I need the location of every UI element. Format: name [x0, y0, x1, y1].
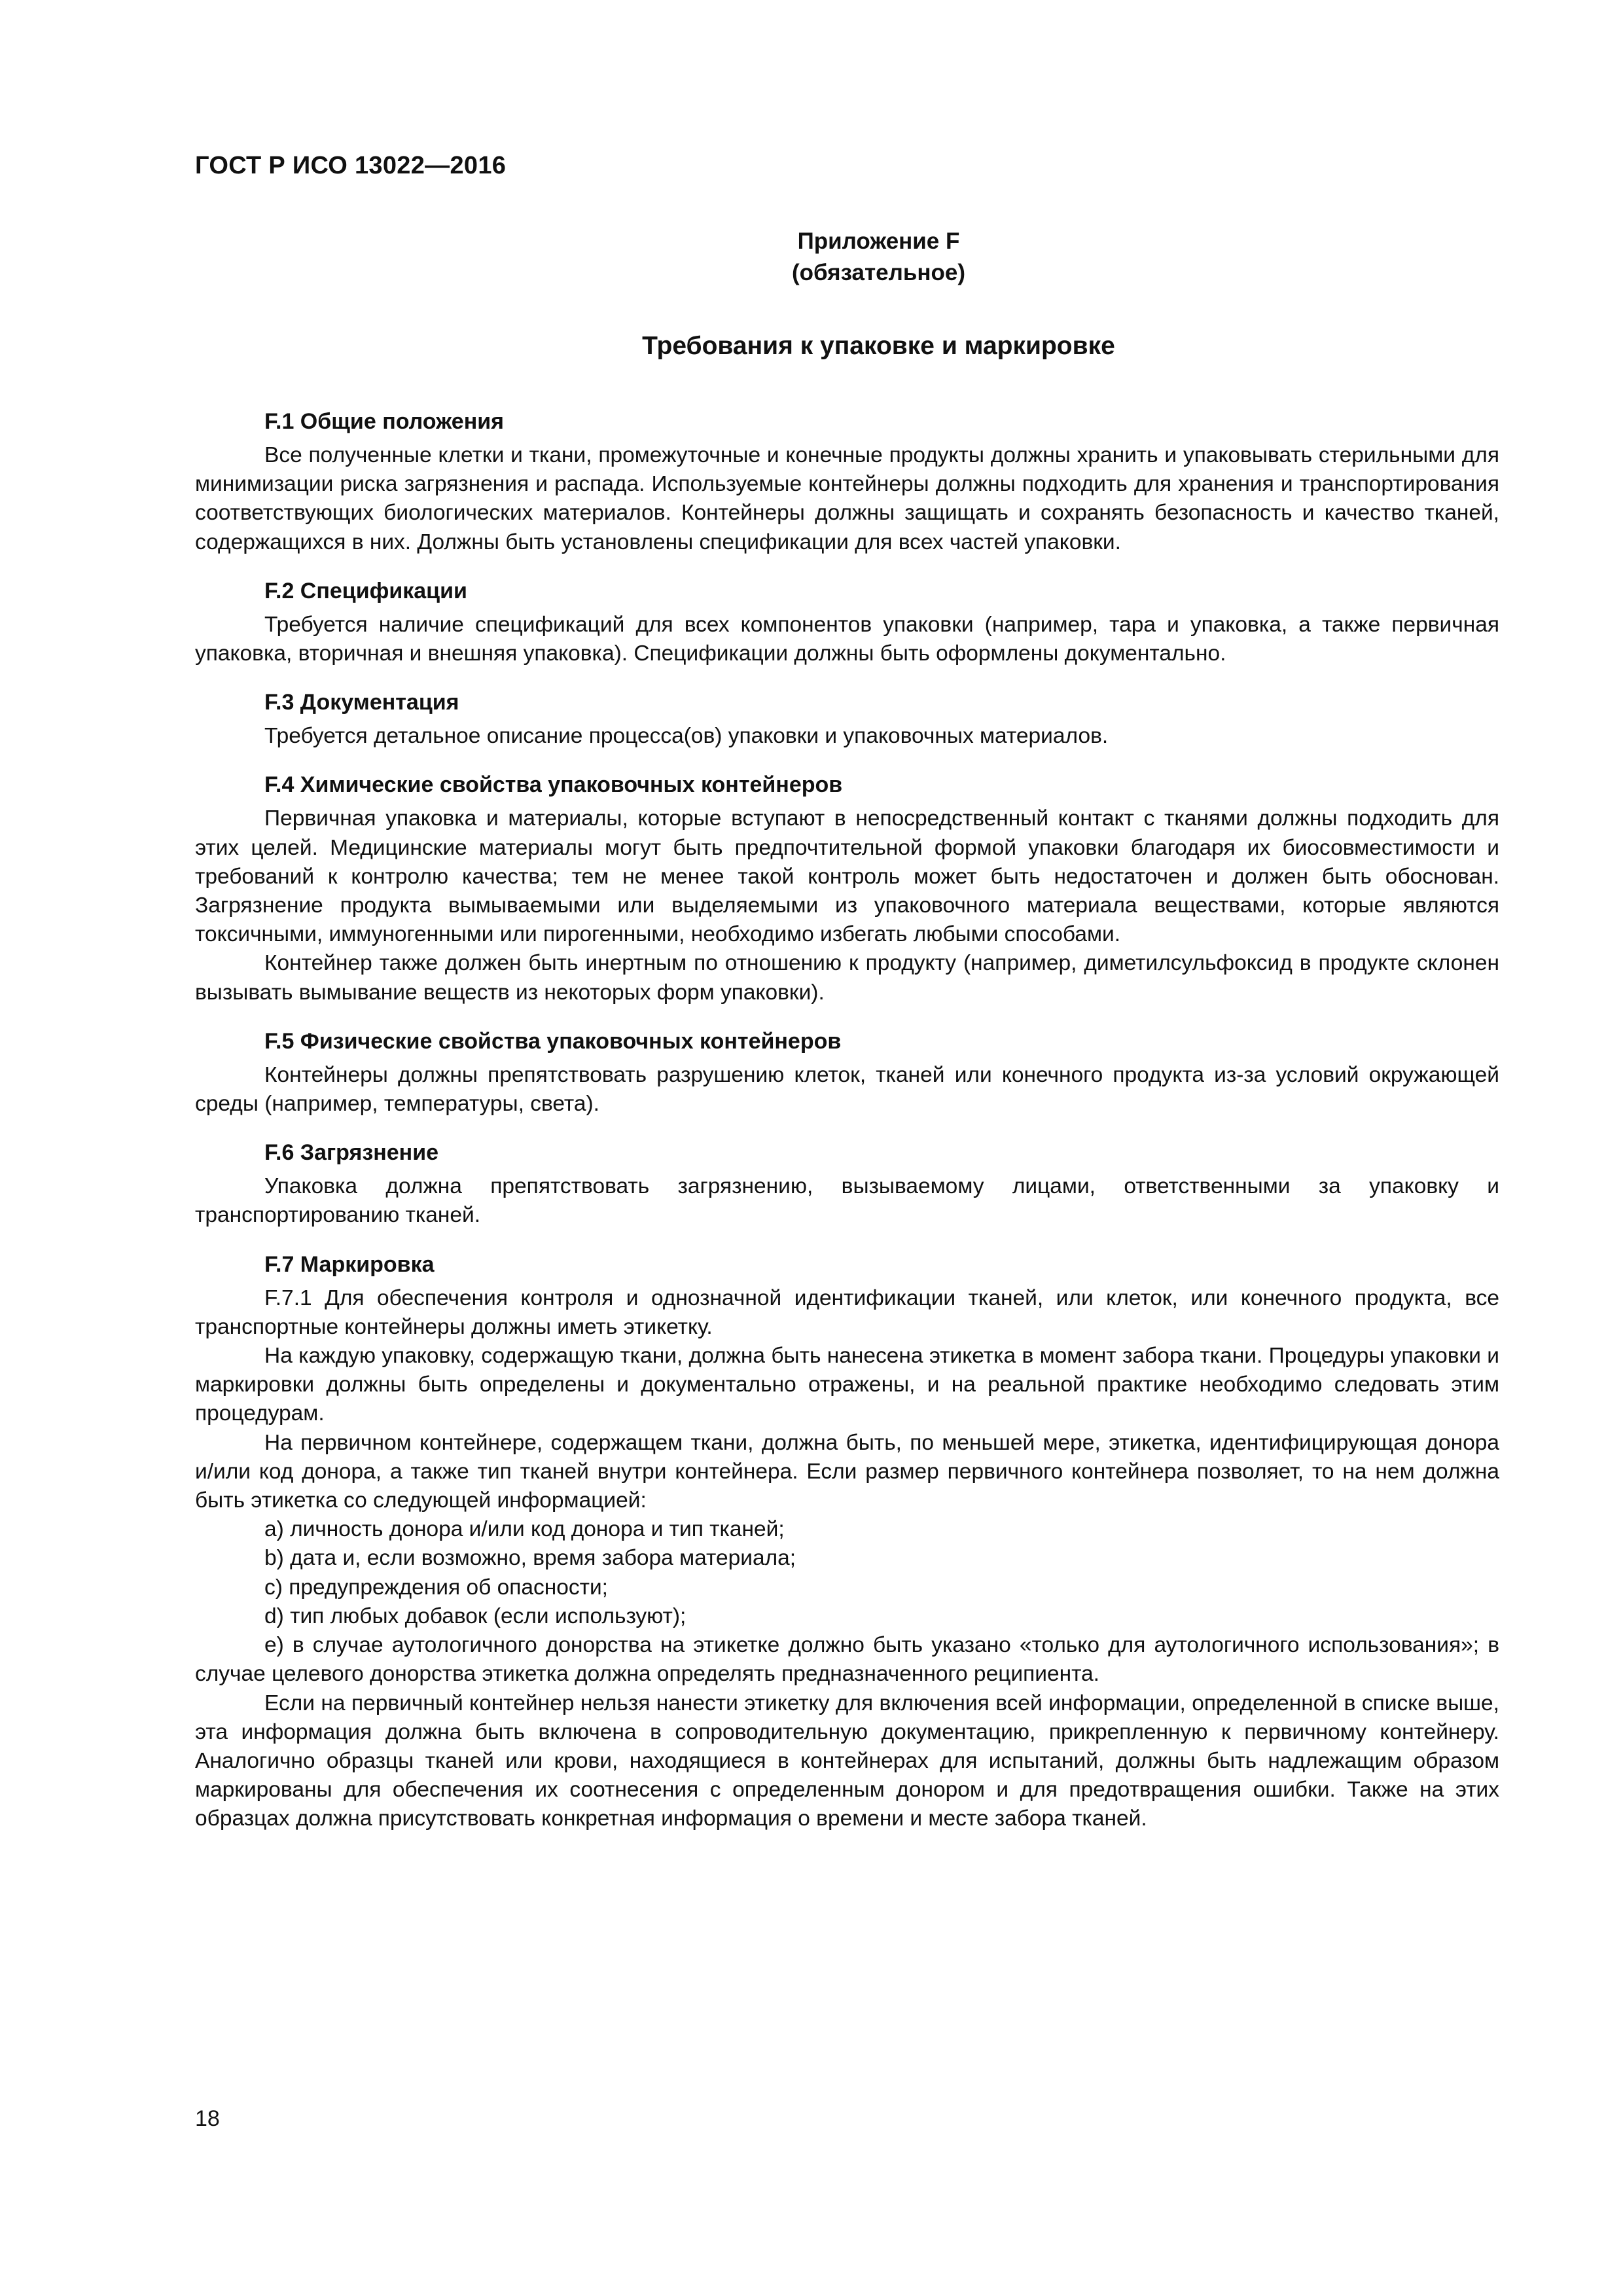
annex-heading [195, 226, 1499, 289]
list-item: d) тип любых добавок (если используют); [264, 1604, 687, 1628]
section-f6 [195, 1138, 1499, 1230]
section-heading: F.7 Маркировка [264, 1251, 435, 1277]
section-heading: F.2 Спецификации [264, 578, 467, 603]
paragraph: Если на первичный контейнер нельзя нанести этикетку для включения всей информации, определенной в списке выше, эта информация должна быть включена в сопроводительную документацию, прикрепленную к первичному контейнеру. Аналогично образцы тканей или крови, находящиеся в контейнерах для испытаний, должны быть надлежащим образом маркированы для обеспечения их соотнесения с определенным донором и для предотвращения ошибки. Также на этих образцах должна присутствовать конкретная информация о времени и месте забора тканей. [195, 1691, 1499, 1831]
section-f4 [195, 770, 1499, 1007]
paragraph: Все полученные клетки и ткани, промежуточные и конечные продукты должны хранить и упаковывать стерильными для минимизации риска загрязнения и распада. Используемые контейнеры должны подходить для хранения и транспортирования соответствующих биологических материалов. Контейнеры должны защищать и сохранять безопасность и качество тканей, содержащихся в них. Должны быть установлены спецификации для всех частей упаковки. [195, 443, 1499, 554]
paragraph: На первичном контейнере, содержащем ткани, должна быть, по меньшей мере, этикетка, идентифицирующая донора и/или код донора, а также тип тканей внутри контейнера. Если размер первичного контейнера позволяет, то на нем должна быть этикетка со следующей информацией: [195, 1430, 1499, 1513]
section-f2 [195, 577, 1499, 668]
paragraph: Упаковка должна препятствовать загрязнению, вызываемому лицами, ответственными за упаковку и транспортированию тканей. [195, 1174, 1499, 1228]
page-number: 18 [195, 2106, 220, 2131]
section-heading: F.3 Документация [264, 690, 459, 715]
paragraph: Первичная упаковка и материалы, которые вступают в непосредственный контакт с тканями должны подходить для этих целей. Медицинские материалы могут быть предпочтительной формой упаковки благодаря их биосовместимости и требований к контролю качества; тем не менее такой контроль может быть недостаточен и должен быть обоснован. Загрязнение продукта вымываемыми или выделяемыми из упаковочного материала веществами, которые являются токсичными, иммуногенными или пирогенными, необходимо избегать любыми способами. [195, 806, 1499, 947]
section-f1 [195, 407, 1499, 557]
section-heading: F.6 Загрязнение [264, 1140, 439, 1166]
list-item: e) в случае аутологичного донорства на этикетке должно быть указано «только для аутологичного использования»; в случае целевого донорства этикетка должна определять предназначенного реципиента. [195, 1633, 1499, 1687]
list-item: a) личность донора и/или код донора и тип тканей; [264, 1517, 785, 1542]
paragraph: Контейнеры должны препятствовать разрушению клеток, тканей или конечного продукта из-за условий окружающей среды (например, температуры, света). [195, 1062, 1499, 1117]
section-heading: F.5 Физические свойства упаковочных контейнеров [264, 1028, 842, 1054]
list-item: c) предупреждения об опасности; [264, 1575, 608, 1600]
list-item: b) дата и, если возможно, время забора материала; [264, 1546, 796, 1571]
document-body [195, 407, 1499, 1834]
paragraph: Требуется наличие спецификаций для всех компонентов упаковки (например, тара и упаковка, а также первичная упаковка, вторичная и внешняя упаковка). Спецификации должны быть оформлены документально. [195, 612, 1499, 666]
paragraph: Требуется детальное описание процесса(ов) упаковки и упаковочных материалов. [264, 724, 1109, 749]
paragraph: На каждую упаковку, содержащую ткани, должна быть нанесена этикетка в момент забора ткани. Процедуры упаковки и маркировки должны быть определены и документально отражены, и на реальной практике необходимо следовать этим процедурам. [195, 1344, 1499, 1426]
section-f5 [195, 1027, 1499, 1119]
paragraph: Контейнер также должен быть инертным по отношению к продукту (например, диметилсульфоксид в продукте склонен вызывать вымывание веществ из некоторых форм упаковки). [195, 951, 1499, 1005]
annex-title: Требования к упаковке и маркировке [642, 332, 1115, 360]
section-f3 [195, 688, 1499, 751]
annex-label: Приложение F [797, 228, 960, 254]
annex-status: (обязательное) [791, 260, 965, 285]
section-heading: F.4 Химические свойства упаковочных контейнеров [264, 772, 843, 798]
section-f7 [195, 1250, 1499, 1834]
paragraph: F.7.1 Для обеспечения контроля и однозначной идентификации тканей, или клеток, или конечного продукта, все транспортные контейнеры должны иметь этикетку. [195, 1285, 1499, 1339]
section-heading: F.1 Общие положения [264, 409, 504, 434]
document-code: ГОСТ Р ИСО 13022—2016 [195, 152, 507, 179]
